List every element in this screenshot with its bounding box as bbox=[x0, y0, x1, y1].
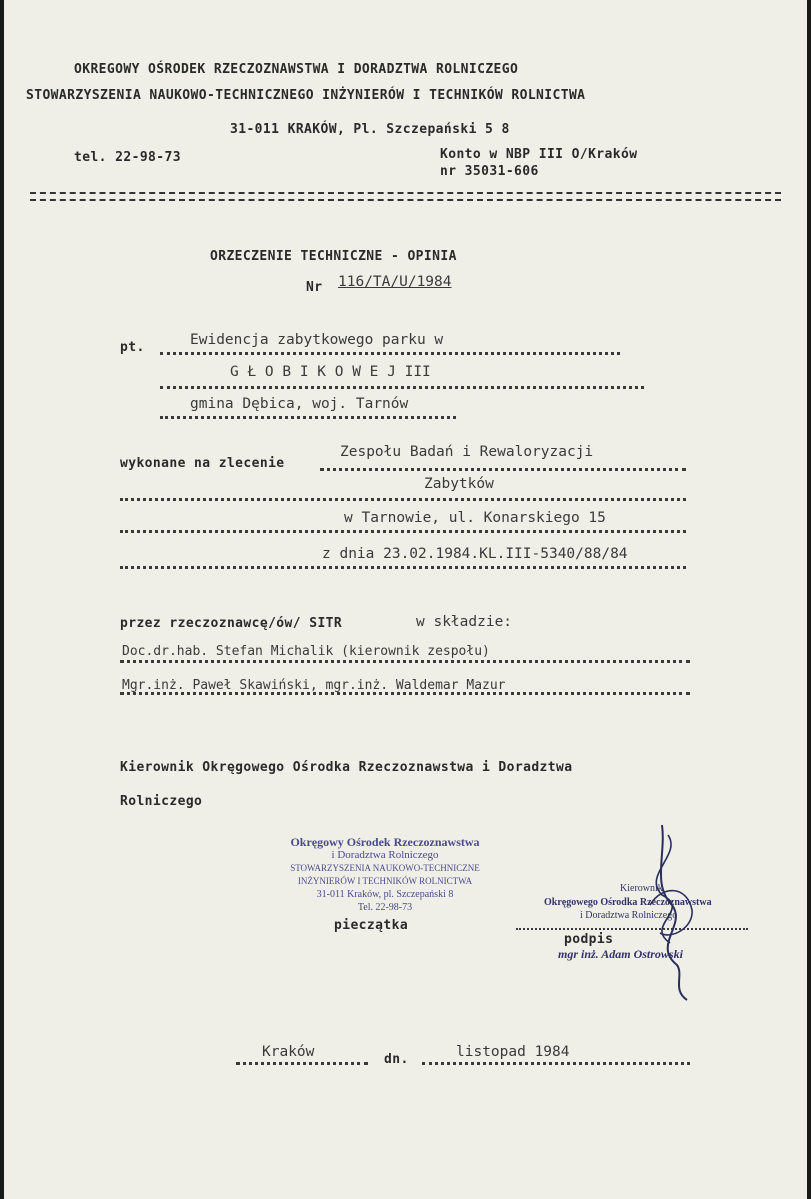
header-line1: OKREGOWY OŚRODEK RZECZOZNAWSTWA I DORADZTWA ROLNICZEGO bbox=[74, 62, 519, 77]
footer-date: listopad 1984 bbox=[456, 1044, 570, 1060]
subject-label: pt. bbox=[120, 340, 145, 355]
stamp-line: 31-011 Kraków, pl. Szczepański 8 bbox=[316, 889, 454, 900]
header-konto: Konto w NBP III O/Kraków bbox=[440, 147, 638, 162]
dotted-line bbox=[160, 352, 620, 355]
manager-stamp-line: Okręgowego Ośrodka Rzeczoznawstwa bbox=[544, 897, 712, 908]
dotted-line bbox=[320, 468, 686, 471]
dotted-line bbox=[120, 498, 686, 501]
nr-value: 116/TA/U/1984 bbox=[338, 274, 452, 290]
experts-label2: w składzie: bbox=[416, 614, 513, 630]
nr-label: Nr bbox=[306, 280, 323, 295]
header-tel: tel. 22-98-73 bbox=[74, 150, 181, 165]
order-line3: w Tarnowie, ul. Konarskiego 15 bbox=[344, 510, 606, 526]
order-line4: z dnia 23.02.1984.KL.III-5340/88/84 bbox=[322, 546, 628, 562]
signatory-name: mgr inż. Adam Ostrowski bbox=[558, 947, 683, 961]
signature-caption: podpis bbox=[564, 932, 614, 947]
manager-line1: Kierownik Okręgowego Ośrodka Rzeczoznawstwa i Doradztwa bbox=[120, 760, 573, 775]
dotted-line bbox=[160, 416, 456, 419]
order-label: wykonane na zlecenie bbox=[120, 456, 285, 471]
footer-dn-label: dn. bbox=[384, 1052, 409, 1067]
subject-line1: Ewidencja zabytkowego parku w bbox=[190, 332, 444, 348]
manager-stamp-line: i Doradztwa Rolniczego bbox=[580, 910, 678, 921]
order-line2: Zabytków bbox=[424, 476, 494, 492]
dotted-line bbox=[236, 1062, 368, 1065]
stamp-caption: pieczątka bbox=[334, 918, 409, 933]
header-address: 31-011 KRAKÓW, Pl. Szczepański 5 8 bbox=[230, 122, 510, 137]
stamp-line: Okręgowy Ośrodek Rzeczoznawstwa bbox=[290, 835, 480, 849]
dotted-line bbox=[160, 386, 644, 389]
handwritten-signature bbox=[632, 815, 712, 1005]
dotted-line bbox=[120, 566, 686, 569]
footer-place: Kraków bbox=[262, 1044, 315, 1060]
subject-line3: gmina Dębica, woj. Tarnów bbox=[190, 396, 409, 412]
dotted-line bbox=[120, 530, 686, 533]
experts-label: przez rzeczoznawcę/ów/ SITR bbox=[120, 616, 343, 631]
manager-stamp-title: Kierownik bbox=[620, 883, 663, 894]
office-stamp bbox=[260, 836, 510, 914]
experts-line1: Doc.dr.hab. Stefan Michalik (kierownik zespołu) bbox=[122, 644, 490, 659]
header-divider bbox=[30, 192, 781, 201]
document-heading: ORZECZENIE TECHNICZNE - OPINIA bbox=[210, 249, 457, 264]
order-line1: Zespołu Badań i Rewaloryzacji bbox=[340, 444, 594, 460]
dotted-line bbox=[120, 660, 690, 663]
header-konto-nr: nr 35031-606 bbox=[440, 164, 539, 179]
subject-line2: G Ł O B I K O W E J III bbox=[230, 364, 431, 380]
stamp-line: STOWARZYSZENIA NAUKOWO-TECHNICZNE bbox=[290, 863, 480, 873]
experts-line2: Mgr.inż. Paweł Skawiński, mgr.inż. Waldemar Mazur bbox=[122, 678, 506, 693]
header-line2: STOWARZYSZENIA NAUKOWO-TECHNICZNEGO INŻYNIERÓW I TECHNIKÓW ROLNICTWA bbox=[26, 88, 586, 103]
stamp-line: INŻYNIERÓW I TECHNIKÓW ROLNICTWA bbox=[297, 876, 473, 886]
manager-line2: Rolniczego bbox=[120, 794, 203, 809]
dotted-line bbox=[422, 1062, 690, 1065]
stamp-line: Tel. 22-98-73 bbox=[357, 902, 413, 913]
document-page bbox=[4, 0, 807, 1199]
stamp-line: i Doradztwa Rolniczego bbox=[331, 849, 439, 861]
